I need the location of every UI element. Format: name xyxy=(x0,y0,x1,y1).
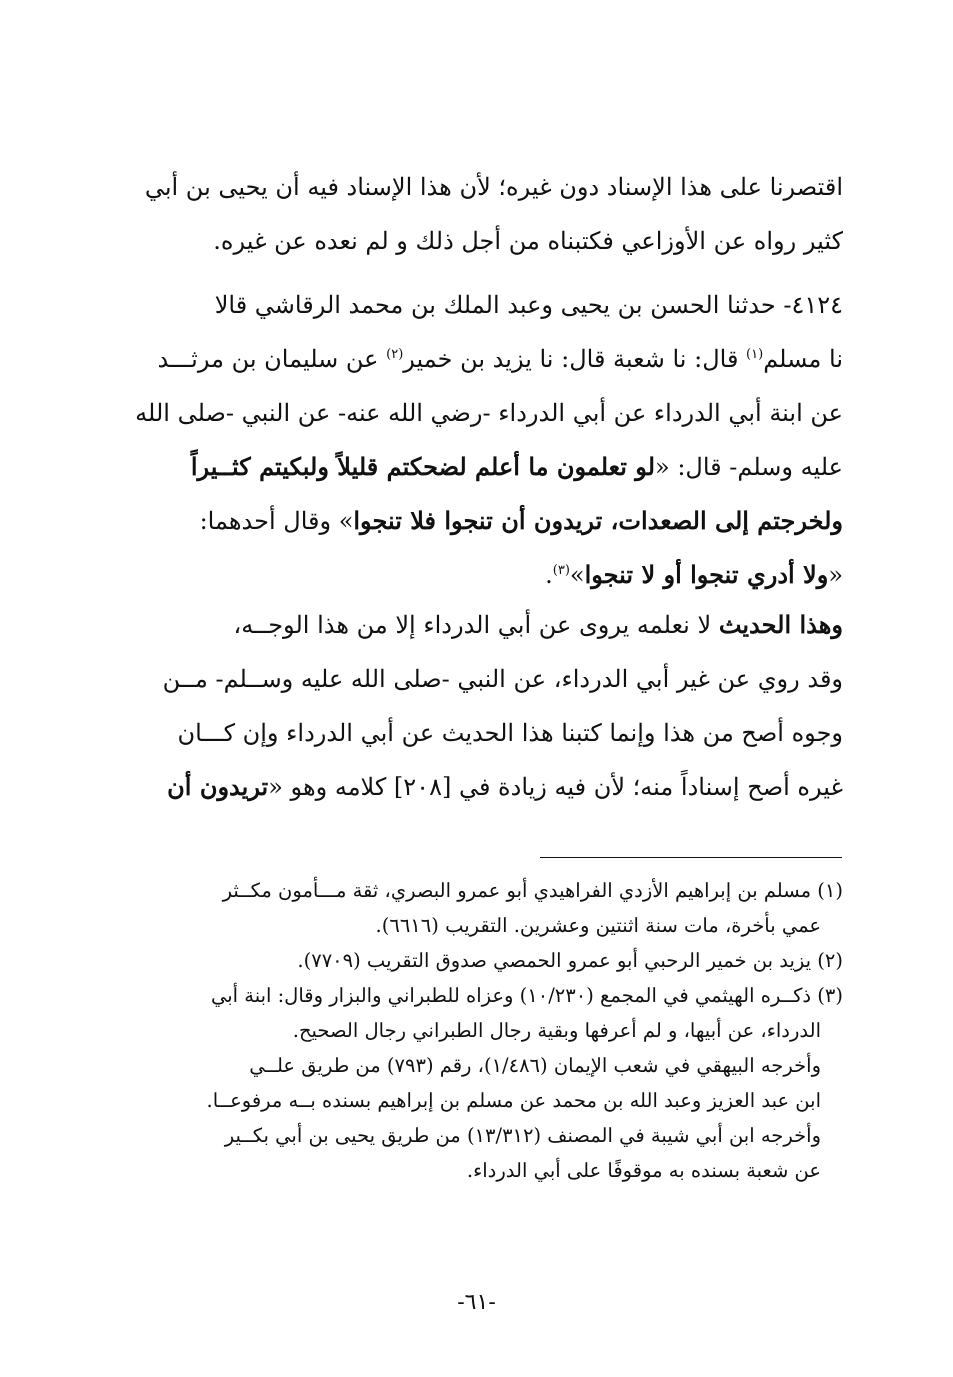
paragraph-intro xyxy=(131,160,843,268)
text-line xyxy=(131,332,843,386)
text-bold: وهذا الحديث xyxy=(718,610,843,639)
text-line: ٤١٢٤- حدثنا الحسن بن يحيى وعبد الملك بن محمد الرقاشي قالا xyxy=(214,291,843,319)
hadith-text-bold: تريدون أن xyxy=(167,772,269,801)
text-line xyxy=(131,494,843,548)
text-line xyxy=(131,598,843,652)
text-line: كثير رواه عن الأوزاعي فكتبناه من أجل ذلك و لم نعده عن غيره. xyxy=(213,227,843,255)
text-segment: » وقال أحدهما: xyxy=(199,507,354,535)
footnote-3-cont: وأخرجه البيهقي في شعب الإيمان (١/٤٨٦)، رقم (٧٩٣) من طريق علــي xyxy=(249,1054,821,1077)
footnote-ref-3: (٣) xyxy=(552,563,570,578)
text-line: اقتصرنا على هذا الإسناد دون غيره؛ لأن هذا الإسناد فيه أن يحيى بن أبي xyxy=(144,173,843,201)
text-line: عن ابنة أبي الدرداء عن أبي الدرداء -رضي الله عنه- عن النبي -صلى الله xyxy=(135,399,843,427)
text-line: وقد روي عن غير أبي الدرداء، عن النبي -صلى الله عليه وســلم- مــن xyxy=(162,665,843,693)
text-segment: قال: نا شعبة قال: نا يزيد بن خمير xyxy=(403,345,747,373)
paragraph-hadith-4124 xyxy=(131,278,843,602)
page-number: -٦١- xyxy=(457,1290,496,1315)
footnotes xyxy=(131,873,843,1188)
footnote-3: (٣) ذكــره الهيثمي في المجمع (١٠/٢٣٠) وعزاه للطبراني والبزار وقال: ابنة أبي xyxy=(210,984,843,1007)
text-line xyxy=(131,548,843,602)
text-segment: « xyxy=(828,561,843,589)
footnote-ref-1: (١) xyxy=(746,347,764,362)
text-segment: . xyxy=(545,561,553,589)
text-segment: نا مسلم xyxy=(763,345,843,373)
footnote-3-cont: الدرداء، عن أبيها، و لم أعرفها وبقية رجال الطبراني رجال الصحيح. xyxy=(292,1019,821,1042)
text-segment: عليه وسلم- قال: « xyxy=(655,453,843,481)
text-segment: » xyxy=(569,561,585,589)
footnote-3-cont: عن شعبة بسنده به موقوفًا على أبي الدرداء. xyxy=(466,1159,821,1182)
text-line: وجوه أصح من هذا وإنما كتبنا هذا الحديث عن أبي الدرداء وإن كـــان xyxy=(177,719,843,747)
text-segment: غيره أصح إسناداً منه؛ لأن فيه زيادة في [٢٠٨] كلامه وهو « xyxy=(268,773,843,801)
paragraph-commentary xyxy=(131,598,843,814)
hadith-text-bold: ولا أدري تنجوا أو لا تنجوا xyxy=(584,560,829,589)
text-line xyxy=(131,760,843,814)
footnote-1-cont: عمي بأخرة، مات سنة اثنتين وعشرين. التقريب (٦٦١٦). xyxy=(375,914,821,937)
footnote-3-cont: وأخرجه ابن أبي شيبة في المصنف (١٣/٣١٢) من طريق يحيى بن أبي بكــير xyxy=(224,1124,821,1147)
text-line xyxy=(131,440,843,494)
hadith-text-bold: لو تعلمون ما أعلم لضحكتم قليلاً ولبكيتم كثــيراً xyxy=(190,452,656,481)
text-segment: لا نعلمه يروى عن أبي الدرداء إلا من هذا الوجــه، xyxy=(233,611,719,639)
footnote-3-cont: ابن عبد العزيز وعبد الله بن محمد عن مسلم بن إبراهيم بسنده بــه مرفوعــا. xyxy=(206,1089,821,1112)
text-segment: عن سليمان بن مرثـــد xyxy=(157,345,387,373)
footnote-divider xyxy=(540,857,842,858)
footnote-ref-2: (٢) xyxy=(386,347,404,362)
footnote-2: (٢) يزيد بن خمير الرحبي أبو عمرو الحمصي صدوق التقريب (٧٧٠٩). xyxy=(297,949,843,972)
hadith-text-bold: ولخرجتم إلى الصعدات، تريدون أن تنجوا فلا تنجوا xyxy=(353,506,843,535)
footnote-1: (١) مسلم بن إبراهيم الأزدي الفراهيدي أبو عمرو البصري، ثقة مـــأمون مكــثر xyxy=(222,879,843,902)
